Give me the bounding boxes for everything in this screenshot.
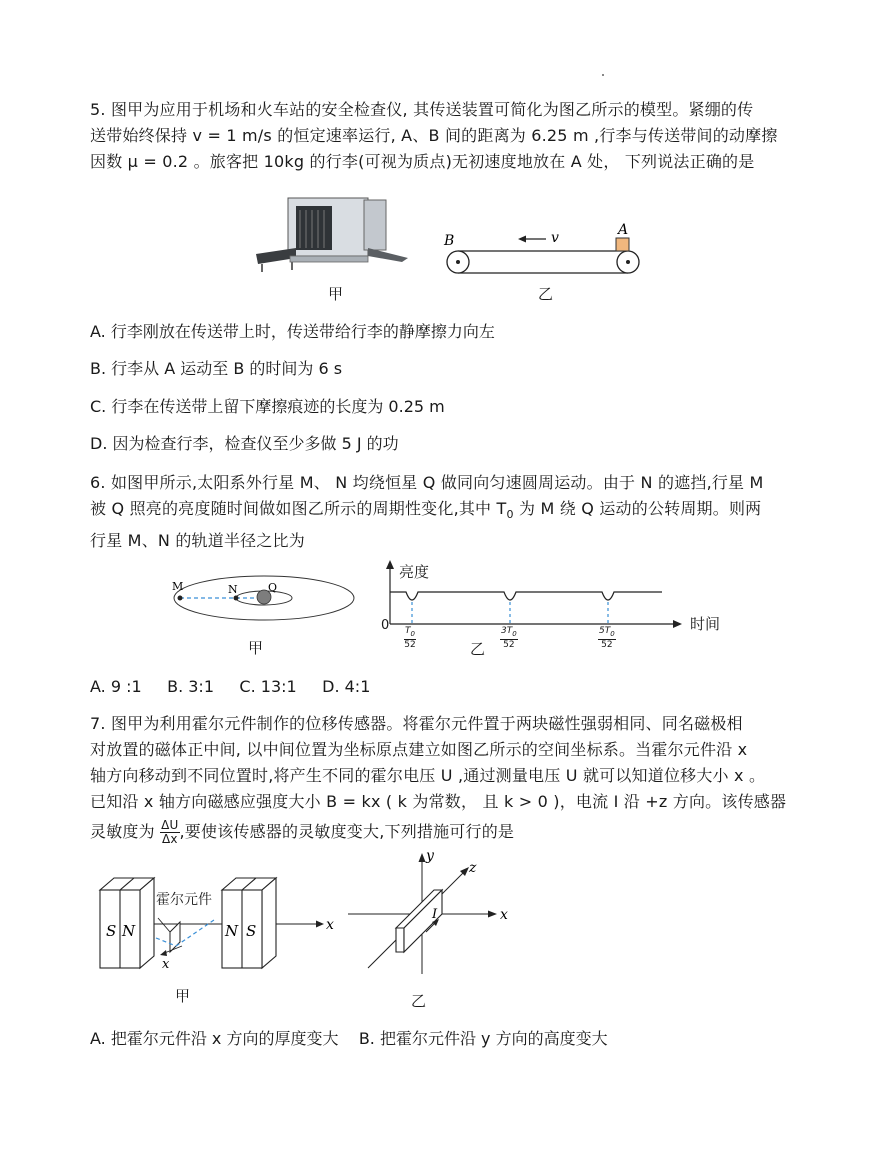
q6-fig-yi-caption: 乙	[470, 640, 486, 658]
q5-stem	[90, 97, 802, 175]
tick-T0-52	[404, 626, 416, 650]
q6-line-3: 行星 M、N 的轨道半径之比为	[90, 531, 305, 551]
label-Q: Q	[268, 581, 278, 594]
fraction-numerator: ΔU	[161, 818, 179, 832]
tick-1-sub: 0	[410, 629, 415, 638]
q5-option-c: C. 行李在传送带上留下摩擦痕迹的长度为 0.25 m	[90, 397, 445, 416]
magnet-left-S: S	[106, 922, 117, 940]
y-axis-label: 亮度	[399, 563, 430, 581]
coordinate-system-figure	[342, 844, 522, 984]
q5-option-d: D. 因为检查行李，检查仪至少多做 5 J 的功	[90, 434, 399, 453]
fraction-denominator: Δx	[161, 832, 178, 846]
q7-fig-yi-caption: 乙	[411, 992, 427, 1010]
q6-line-1: 6. 如图甲所示,太阳系外行星 M、 N 均绕恒星 Q 做同向匀速圆周运动。由于 N 的遮挡,行星 M	[90, 473, 764, 492]
axis-x2-label: x	[500, 907, 508, 923]
q6-fig-jia-caption: 甲	[248, 639, 264, 657]
orbit-figure	[170, 568, 366, 630]
q5-line-2: 送带始终保持 v = 1 m/s 的恒定速率运行, A、B 间的距离为 6.25 m ,行李与传送带间的动摩擦	[90, 126, 778, 145]
label-v: v	[551, 230, 559, 246]
x-axis-label: 时间	[690, 615, 721, 633]
magnet-right-N: N	[225, 922, 239, 940]
q6-T0-subscript: 0	[506, 508, 514, 522]
tick-3-den: 52	[601, 639, 613, 650]
origin-label: 0	[381, 618, 390, 633]
axis-x-small-label: x	[162, 957, 170, 972]
magnet-right-S: S	[246, 922, 257, 940]
label-N: N	[228, 583, 238, 596]
q7-line-3: 轴方向移动到不同位置时,将产生不同的霍尔电压 U ,通过测量电压 U 就可以知道位移大小 x 。	[90, 766, 766, 785]
q7-fig-jia-caption: 甲	[175, 987, 191, 1005]
q7-line-5-a: 灵敏度为	[90, 822, 155, 841]
label-A: A	[618, 222, 629, 238]
security-scanner-figure	[252, 192, 412, 274]
q7-line-1: 7. 图甲为利用霍尔元件制作的位移传感器。将霍尔元件置于两块磁性强弱相同、同名磁极相	[90, 714, 743, 733]
tick-5T0-52	[598, 626, 616, 650]
tick-1-num: T	[405, 626, 411, 636]
q7-line-4: 已知沿 x 轴方向磁感应强度大小 B = kx ( k 为常数， 且 k > 0 )，电流 I 沿 +z 方向。该传感器	[90, 792, 787, 811]
q7-options: A. 把霍尔元件沿 x 方向的厚度变大 B. 把霍尔元件沿 y 方向的高度变大	[90, 1029, 608, 1048]
tick-1-den: 52	[404, 639, 416, 650]
tick-2-den: 52	[503, 639, 515, 650]
q5-option-b: B. 行李从 A 运动至 B 的时间为 6 s	[90, 359, 343, 378]
scan-speck	[602, 74, 604, 76]
current-label: I	[432, 907, 438, 922]
axis-z-label: z	[469, 860, 477, 876]
q7-stem	[90, 711, 802, 849]
q7-line-2: 对放置的磁体正中间, 以中间位置为坐标原点建立如图乙所示的空间坐标系。当霍尔元件沿 x	[90, 740, 748, 759]
hall-element-label: 霍尔元件	[156, 892, 212, 908]
q6-line-2-a: 被 Q 照亮的亮度随时间做如图乙所示的周期性变化,其中 T	[90, 499, 507, 518]
tick-3T0-52	[500, 626, 518, 650]
q6-options: A. 9 :1 B. 3:1 C. 13:1 D. 4:1	[90, 677, 371, 696]
tick-3-sub: 0	[610, 629, 615, 638]
q5-fig-yi-caption: 乙	[538, 285, 554, 303]
axis-y-label: y	[426, 848, 434, 864]
label-B: B	[444, 233, 455, 249]
magnet-left-N: N	[122, 922, 136, 940]
magnet-hall-figure	[96, 872, 346, 974]
conveyor-belt-figure	[438, 222, 646, 280]
q5-fig-jia-caption: 甲	[328, 285, 344, 303]
tick-2-num: 3T	[501, 626, 513, 636]
tick-3-num: 5T	[599, 626, 611, 636]
tick-2-sub: 0	[512, 629, 517, 638]
q5-option-a: A. 行李刚放在传送带上时，传送带给行李的静摩擦力向左	[90, 322, 495, 341]
q5-line-1: 5. 图甲为应用于机场和火车站的安全检查仪, 其传送装置可简化为图乙所示的模型。紧绷的传	[90, 100, 754, 119]
sensitivity-fraction	[160, 819, 179, 846]
label-M: M	[172, 580, 184, 593]
q6-line-2-b: 为 M 绕 Q 运动的公转周期。则两	[513, 499, 762, 518]
q6-line-2	[90, 496, 802, 528]
axis-x-label: x	[326, 917, 334, 933]
q7-line-5-b: ,要使该传感器的灵敏度变大,下列措施可行的是	[179, 822, 515, 841]
q5-line-3: 因数 μ = 0.2 。旅客把 10kg 的行李(可视为质点)无初速度地放在 A 处， 下列说法正确的是	[90, 152, 755, 171]
q6-stem	[90, 470, 802, 554]
